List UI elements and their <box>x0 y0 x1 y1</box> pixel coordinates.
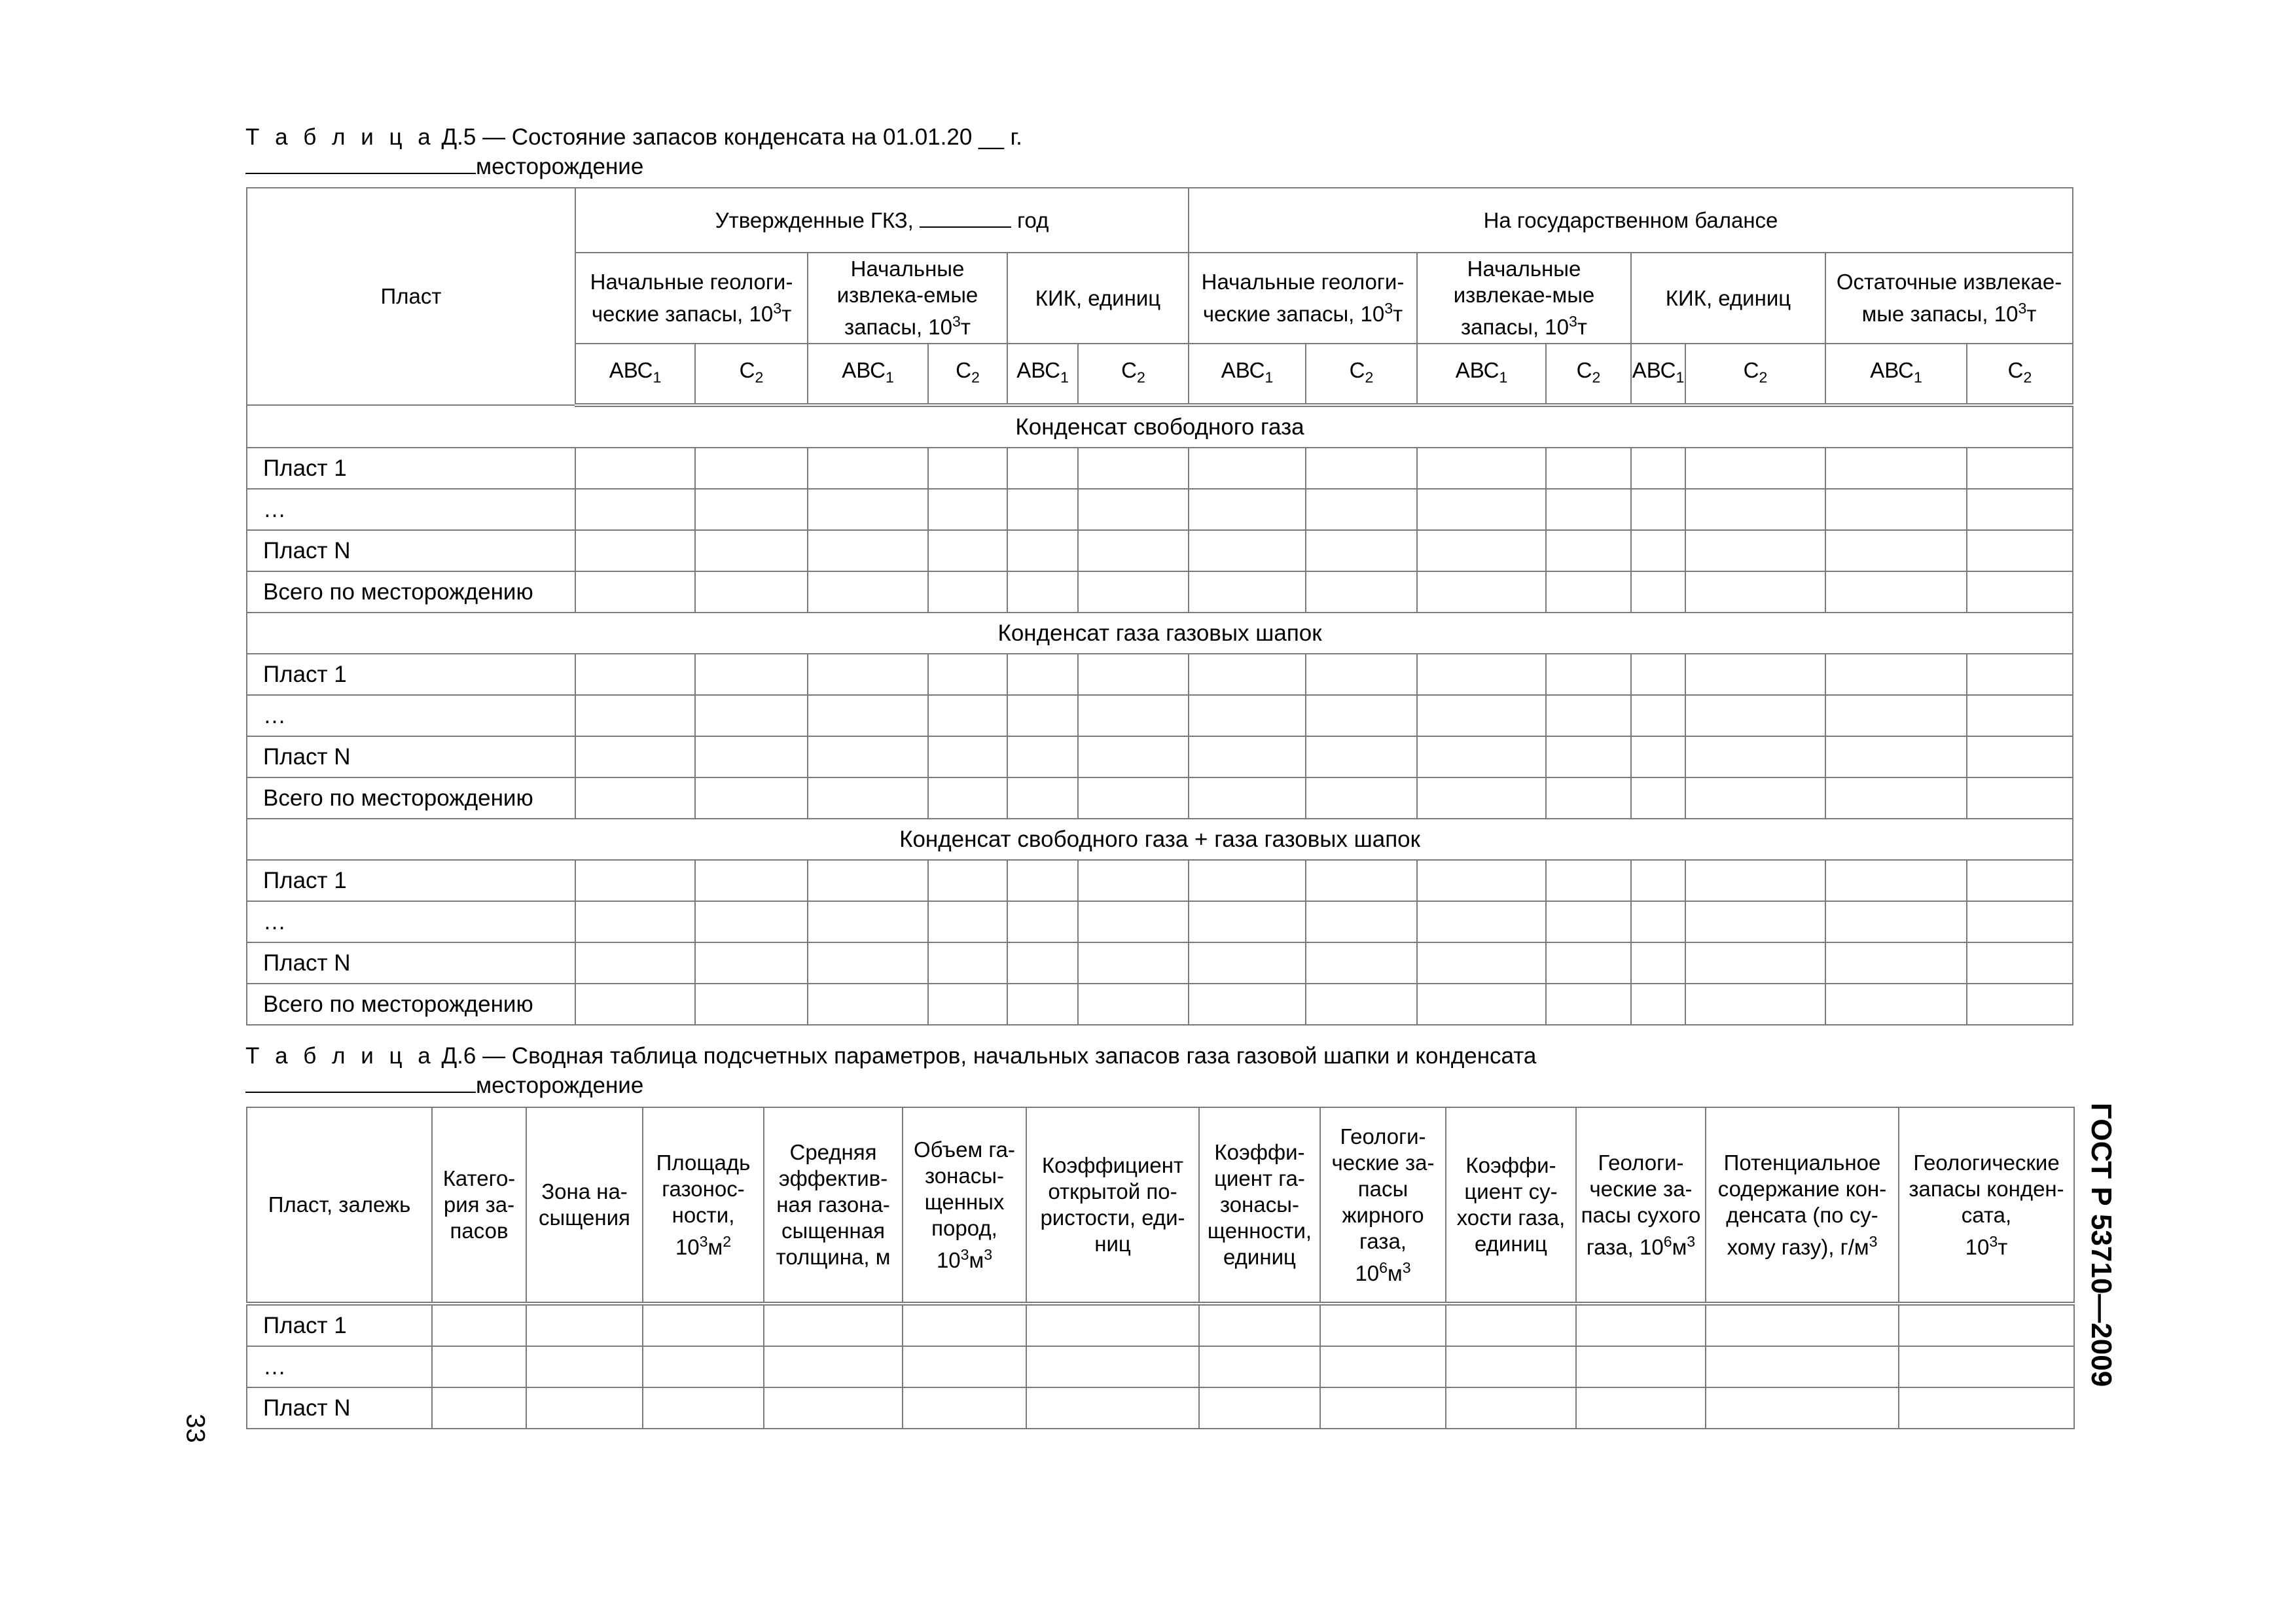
subheader-c2: $С_2$ <box>928 344 1007 405</box>
table-cell <box>695 571 808 613</box>
row-label: … <box>247 901 575 942</box>
table-cell <box>1189 860 1306 901</box>
table-cell <box>1576 1304 1706 1346</box>
table-cell <box>1546 901 1631 942</box>
table-cell <box>1825 777 1967 819</box>
subheader-c2: $С_2$ <box>1967 344 2073 405</box>
table-cell <box>1631 942 1685 984</box>
table-d5-body <box>247 405 2073 1025</box>
table-cell <box>1007 530 1078 571</box>
table-cell <box>1417 860 1546 901</box>
table-cell <box>928 736 1007 777</box>
table-cell <box>575 695 695 736</box>
header-condensate-reserves: Геологические запасы конден-сата, $10^3т$ <box>1899 1107 2074 1304</box>
table-row <box>247 777 2073 819</box>
table-cell <box>1631 736 1685 777</box>
table-cell <box>1706 1387 1899 1429</box>
caption-text: Д.5 — Состояние запасов конденсата на 01.01.20 __ г. <box>441 124 1022 150</box>
table-cell <box>903 1346 1026 1387</box>
table-cell <box>1320 1346 1446 1387</box>
table-cell <box>1417 489 1546 530</box>
table-cell <box>903 1304 1026 1346</box>
table-cell <box>1417 448 1546 489</box>
table-cell <box>1306 654 1417 695</box>
header-state-balance: На государственном балансе <box>1189 188 2073 253</box>
table-cell <box>1631 489 1685 530</box>
table-cell <box>1631 984 1685 1025</box>
table-cell <box>764 1346 903 1387</box>
header-kik-balance: КИК, единиц <box>1631 253 1825 344</box>
table-cell <box>1078 984 1189 1025</box>
table-cell <box>1306 448 1417 489</box>
table-cell <box>1576 1346 1706 1387</box>
table-cell <box>808 860 928 901</box>
table-cell <box>1825 984 1967 1025</box>
row-label: … <box>247 489 575 530</box>
table-cell <box>1199 1387 1320 1429</box>
row-label: … <box>247 695 575 736</box>
field-name-line-d5 <box>245 152 643 181</box>
subheader-c2: $С_2$ <box>1546 344 1631 405</box>
table-cell <box>1417 942 1546 984</box>
table-row <box>247 860 2073 901</box>
table-cell <box>695 530 808 571</box>
caption-label: Т а б л и ц а <box>245 124 435 150</box>
section-row <box>247 613 2073 654</box>
table-cell <box>808 901 928 942</box>
table-cell <box>808 942 928 984</box>
table-cell <box>575 736 695 777</box>
table-cell <box>1685 448 1825 489</box>
table-cell <box>1026 1304 1199 1346</box>
table-cell <box>1417 901 1546 942</box>
table-cell <box>1685 942 1825 984</box>
table-cell <box>808 695 928 736</box>
table-cell <box>1685 984 1825 1025</box>
header-dryness: Коэффи-циент су-хости газа, единиц <box>1446 1107 1576 1304</box>
section-row <box>247 405 2073 448</box>
table-cell <box>808 654 928 695</box>
table-cell <box>1899 1304 2074 1346</box>
table-cell <box>1306 736 1417 777</box>
table-cell <box>575 571 695 613</box>
table-cell <box>1007 942 1078 984</box>
row-label: Всего по месторождению <box>247 777 575 819</box>
table-cell <box>1825 448 1967 489</box>
table-cell <box>432 1346 526 1387</box>
table-cell <box>1706 1346 1899 1387</box>
subheader-c2: $С_2$ <box>1306 344 1417 405</box>
row-label: Пласт 1 <box>247 1304 432 1346</box>
table-cell <box>1078 901 1189 942</box>
table-cell <box>695 860 808 901</box>
table-cell <box>808 984 928 1025</box>
table-cell <box>1417 695 1546 736</box>
table-cell <box>1685 571 1825 613</box>
table-cell <box>575 901 695 942</box>
table-cell <box>1685 901 1825 942</box>
table-cell <box>695 942 808 984</box>
table-cell <box>1026 1387 1199 1429</box>
table-cell <box>526 1387 643 1429</box>
row-label: Пласт N <box>247 736 575 777</box>
table-cell <box>1546 942 1631 984</box>
row-label: Всего по месторождению <box>247 571 575 613</box>
table-cell <box>1967 736 2073 777</box>
table-cell <box>695 736 808 777</box>
table-cell <box>1078 777 1189 819</box>
table-row <box>247 530 2073 571</box>
table-cell <box>1685 695 1825 736</box>
table-cell <box>1967 448 2073 489</box>
subheader-c2: $С_2$ <box>1078 344 1189 405</box>
table-cell <box>928 942 1007 984</box>
table-cell <box>1320 1304 1446 1346</box>
table-cell <box>1007 777 1078 819</box>
table-cell <box>1546 571 1631 613</box>
table-cell <box>1007 654 1078 695</box>
header-geo-reserves-balance: Начальные геологи-ческие запасы, $10^3т$ <box>1189 253 1417 344</box>
table-cell <box>1825 860 1967 901</box>
subheader-abc1: $АВС_1$ <box>1825 344 1967 405</box>
table-cell <box>695 901 808 942</box>
table-cell <box>1078 654 1189 695</box>
table-cell <box>575 654 695 695</box>
table-cell <box>1078 530 1189 571</box>
table-cell <box>1576 1387 1706 1429</box>
subheader-abc1: $АВС_1$ <box>1007 344 1078 405</box>
table-cell <box>1189 695 1306 736</box>
header-plast-zalezh: Пласт, залежь <box>247 1107 432 1304</box>
table-cell <box>1825 942 1967 984</box>
table-cell <box>1189 984 1306 1025</box>
table-cell <box>1007 489 1078 530</box>
table-cell <box>1306 489 1417 530</box>
table-cell <box>1825 571 1967 613</box>
table-cell <box>1189 654 1306 695</box>
table-cell <box>1026 1346 1199 1387</box>
table-cell <box>1446 1346 1576 1387</box>
table-cell <box>1417 984 1546 1025</box>
section-row <box>247 819 2073 860</box>
table-cell <box>1631 530 1685 571</box>
table-cell <box>928 530 1007 571</box>
table-cell <box>1306 695 1417 736</box>
row-label: Пласт 1 <box>247 448 575 489</box>
row-label: Пласт 1 <box>247 860 575 901</box>
table-cell <box>1825 695 1967 736</box>
subheader-abc1: $АВС_1$ <box>1417 344 1546 405</box>
section-title: Конденсат свободного газа + газа газовых шапок <box>247 819 2073 860</box>
table-cell <box>1078 489 1189 530</box>
table-cell <box>1417 654 1546 695</box>
table-cell <box>695 695 808 736</box>
header-kik: КИК, единиц <box>1007 253 1189 344</box>
table-cell <box>1417 736 1546 777</box>
table-cell <box>575 489 695 530</box>
table-cell <box>695 777 808 819</box>
header-recoverable-balance: Начальные извлекае-мые запасы, $10^3т$ <box>1417 253 1631 344</box>
table-cell <box>1078 695 1189 736</box>
row-label: Пласт N <box>247 942 575 984</box>
table-cell <box>1706 1304 1899 1346</box>
section-title: Конденсат газа газовых шапок <box>247 613 2073 654</box>
table-cell <box>1306 942 1417 984</box>
table-cell <box>1546 489 1631 530</box>
table-cell <box>643 1387 764 1429</box>
table-d5-caption <box>245 123 1022 152</box>
table-cell <box>1306 777 1417 819</box>
table-cell <box>575 777 695 819</box>
table-cell <box>1546 777 1631 819</box>
table-row <box>247 695 2073 736</box>
table-cell <box>1685 489 1825 530</box>
row-label: Пласт 1 <box>247 654 575 695</box>
table-cell <box>1631 571 1685 613</box>
header-recoverable: Начальные извлека-емые запасы, $10^3т$ <box>808 253 1007 344</box>
header-plast: Пласт <box>247 188 575 405</box>
table-cell <box>1306 984 1417 1025</box>
table-cell <box>808 489 928 530</box>
table-cell <box>1007 860 1078 901</box>
table-cell <box>1306 571 1417 613</box>
header-area: Площадь газонос-ности, $10^3м^2$ <box>643 1107 764 1304</box>
table-cell <box>1967 530 2073 571</box>
table-cell <box>695 489 808 530</box>
table-cell <box>1078 942 1189 984</box>
table-cell <box>1967 654 2073 695</box>
table-cell <box>1189 901 1306 942</box>
table-cell <box>1189 942 1306 984</box>
field-suffix: месторождение <box>476 1073 644 1098</box>
table-cell <box>1967 695 2073 736</box>
table-cell <box>695 984 808 1025</box>
field-name-blank <box>245 1071 476 1093</box>
table-row <box>247 1304 2074 1346</box>
table-cell <box>1685 736 1825 777</box>
subheader-abc1: $АВС_1$ <box>575 344 695 405</box>
table-cell <box>928 777 1007 819</box>
table-cell <box>1417 777 1546 819</box>
table-cell <box>1899 1346 2074 1387</box>
subheader-c2: $С_2$ <box>695 344 808 405</box>
table-d6-caption <box>245 1042 1536 1071</box>
table-row <box>247 489 2073 530</box>
table-row <box>247 571 2073 613</box>
table-cell <box>575 448 695 489</box>
subheader-c2: $С_2$ <box>1685 344 1825 405</box>
table-cell <box>1189 571 1306 613</box>
table-cell <box>1967 571 2073 613</box>
table-cell <box>1546 530 1631 571</box>
standard-designation: ГОСТ Р 53710—2009 <box>2085 1103 2117 1387</box>
table-cell <box>432 1387 526 1429</box>
table-cell <box>1899 1387 2074 1429</box>
table-cell <box>1631 777 1685 819</box>
table-cell <box>1825 736 1967 777</box>
table-cell <box>1825 654 1967 695</box>
table-cell <box>1199 1304 1320 1346</box>
table-cell <box>808 530 928 571</box>
header-volume: Объем га-зонасы-щенных пород, $10^3м^3$ <box>903 1107 1026 1304</box>
field-name-line-d6 <box>245 1071 643 1100</box>
table-cell <box>643 1304 764 1346</box>
table-cell <box>1078 571 1189 613</box>
table-cell <box>1007 901 1078 942</box>
table-cell <box>1825 530 1967 571</box>
table-cell <box>1631 901 1685 942</box>
table-cell <box>1189 736 1306 777</box>
table-cell <box>695 448 808 489</box>
table-cell <box>1967 777 2073 819</box>
section-title: Конденсат свободного газа <box>247 405 2073 448</box>
row-label: Всего по месторождению <box>247 984 575 1025</box>
header-residual: Остаточные извлекае-мые запасы, $10^3т$ <box>1825 253 2073 344</box>
table-cell <box>1306 860 1417 901</box>
table-cell <box>1446 1304 1576 1346</box>
table-d6-body <box>247 1304 2074 1429</box>
caption-text: Д.6 — Сводная таблица подсчетных параметров, начальных запасов газа газовой шапки и конденсата <box>441 1043 1537 1069</box>
table-cell <box>764 1387 903 1429</box>
table-cell <box>928 654 1007 695</box>
header-zone: Зона на-сыщения <box>526 1107 643 1304</box>
table-cell <box>808 777 928 819</box>
table-row <box>247 901 2073 942</box>
table-cell <box>1685 654 1825 695</box>
table-cell <box>1078 448 1189 489</box>
header-thickness: Средняя эффектив-ная газона-сыщенная толщина, м <box>764 1107 903 1304</box>
header-porosity: Коэффициент открытой по-ристости, еди-ниц <box>1026 1107 1199 1304</box>
table-cell <box>1967 942 2073 984</box>
table-cell <box>928 901 1007 942</box>
table-cell <box>1320 1387 1446 1429</box>
table-cell <box>1306 530 1417 571</box>
header-rich-gas: Геологи-ческие за-пасы жирного газа, $10^6м^3$ <box>1320 1107 1446 1304</box>
table-cell <box>1007 571 1078 613</box>
table-cell <box>1078 736 1189 777</box>
table-cell <box>695 654 808 695</box>
table-cell <box>1417 571 1546 613</box>
table-cell <box>808 571 928 613</box>
table-cell <box>1007 736 1078 777</box>
table-row <box>247 1346 2074 1387</box>
table-cell <box>1967 984 2073 1025</box>
header-approved: Утвержденные ГКЗ, год <box>575 188 1189 253</box>
header-category: Катего-рия за-пасов <box>432 1107 526 1304</box>
table-cell <box>575 942 695 984</box>
table-cell <box>643 1346 764 1387</box>
table-cell <box>1199 1346 1320 1387</box>
table-row <box>247 736 2073 777</box>
table-cell <box>1007 695 1078 736</box>
table-cell <box>1825 901 1967 942</box>
caption-label: Т а б л и ц а <box>245 1043 435 1069</box>
table-cell <box>1189 489 1306 530</box>
table-cell <box>1631 860 1685 901</box>
table-cell <box>1967 901 2073 942</box>
table-cell <box>1446 1387 1576 1429</box>
table-cell <box>928 695 1007 736</box>
table-cell <box>575 860 695 901</box>
table-cell <box>1417 530 1546 571</box>
table-cell <box>928 571 1007 613</box>
table-cell <box>1306 901 1417 942</box>
table-cell <box>1685 777 1825 819</box>
table-cell <box>1189 448 1306 489</box>
header-geo-reserves: Начальные геологи-ческие запасы, $10^3т$ <box>575 253 808 344</box>
table-cell <box>1189 530 1306 571</box>
table-row <box>247 654 2073 695</box>
table-row <box>247 448 2073 489</box>
table-cell <box>928 489 1007 530</box>
table-cell <box>575 530 695 571</box>
table-cell <box>1546 860 1631 901</box>
table-cell <box>903 1387 1026 1429</box>
table-row <box>247 942 2073 984</box>
subheader-abc1: $АВС_1$ <box>808 344 928 405</box>
field-name-blank <box>245 152 476 174</box>
table-cell <box>526 1304 643 1346</box>
table-cell <box>432 1304 526 1346</box>
subheader-abc1: $АВС_1$ <box>1631 344 1685 405</box>
table-cell <box>1546 448 1631 489</box>
row-label: Пласт N <box>247 530 575 571</box>
table-cell <box>1825 489 1967 530</box>
table-cell <box>1546 984 1631 1025</box>
table-cell <box>1685 530 1825 571</box>
row-label: … <box>247 1346 432 1387</box>
row-label: Пласт N <box>247 1387 432 1429</box>
table-cell <box>808 736 928 777</box>
table-cell <box>1631 654 1685 695</box>
table-cell <box>1007 984 1078 1025</box>
header-condensate-content: Потенциальное содержание кон-денсата (по су-хому газу), $г/м^3$ <box>1706 1107 1899 1304</box>
subheader-abc1: $АВС_1$ <box>1189 344 1306 405</box>
page-number: 33 <box>181 1414 210 1443</box>
header-saturation: Коэффи-циент га-зонасы-щенности, единиц <box>1199 1107 1320 1304</box>
table-cell <box>764 1304 903 1346</box>
table-cell <box>1685 860 1825 901</box>
table-cell <box>1967 489 2073 530</box>
table-cell <box>1631 695 1685 736</box>
table-cell <box>808 448 928 489</box>
table-cell <box>1546 695 1631 736</box>
table-cell <box>575 984 695 1025</box>
table-cell <box>1546 736 1631 777</box>
table-cell <box>526 1346 643 1387</box>
table-cell <box>1189 777 1306 819</box>
table-row <box>247 1387 2074 1429</box>
table-cell <box>928 984 1007 1025</box>
header-dry-gas: Геологи-ческие за-пасы сухого газа, $10^6м^3$ <box>1576 1107 1706 1304</box>
table-d6 <box>246 1107 2075 1429</box>
table-cell <box>1078 860 1189 901</box>
table-row <box>247 984 2073 1025</box>
table-cell <box>1631 448 1685 489</box>
table-d5 <box>246 187 2073 1026</box>
table-cell <box>1967 860 2073 901</box>
table-cell <box>928 860 1007 901</box>
field-suffix: месторождение <box>476 154 644 179</box>
table-cell <box>928 448 1007 489</box>
table-cell <box>1546 654 1631 695</box>
table-cell <box>1007 448 1078 489</box>
